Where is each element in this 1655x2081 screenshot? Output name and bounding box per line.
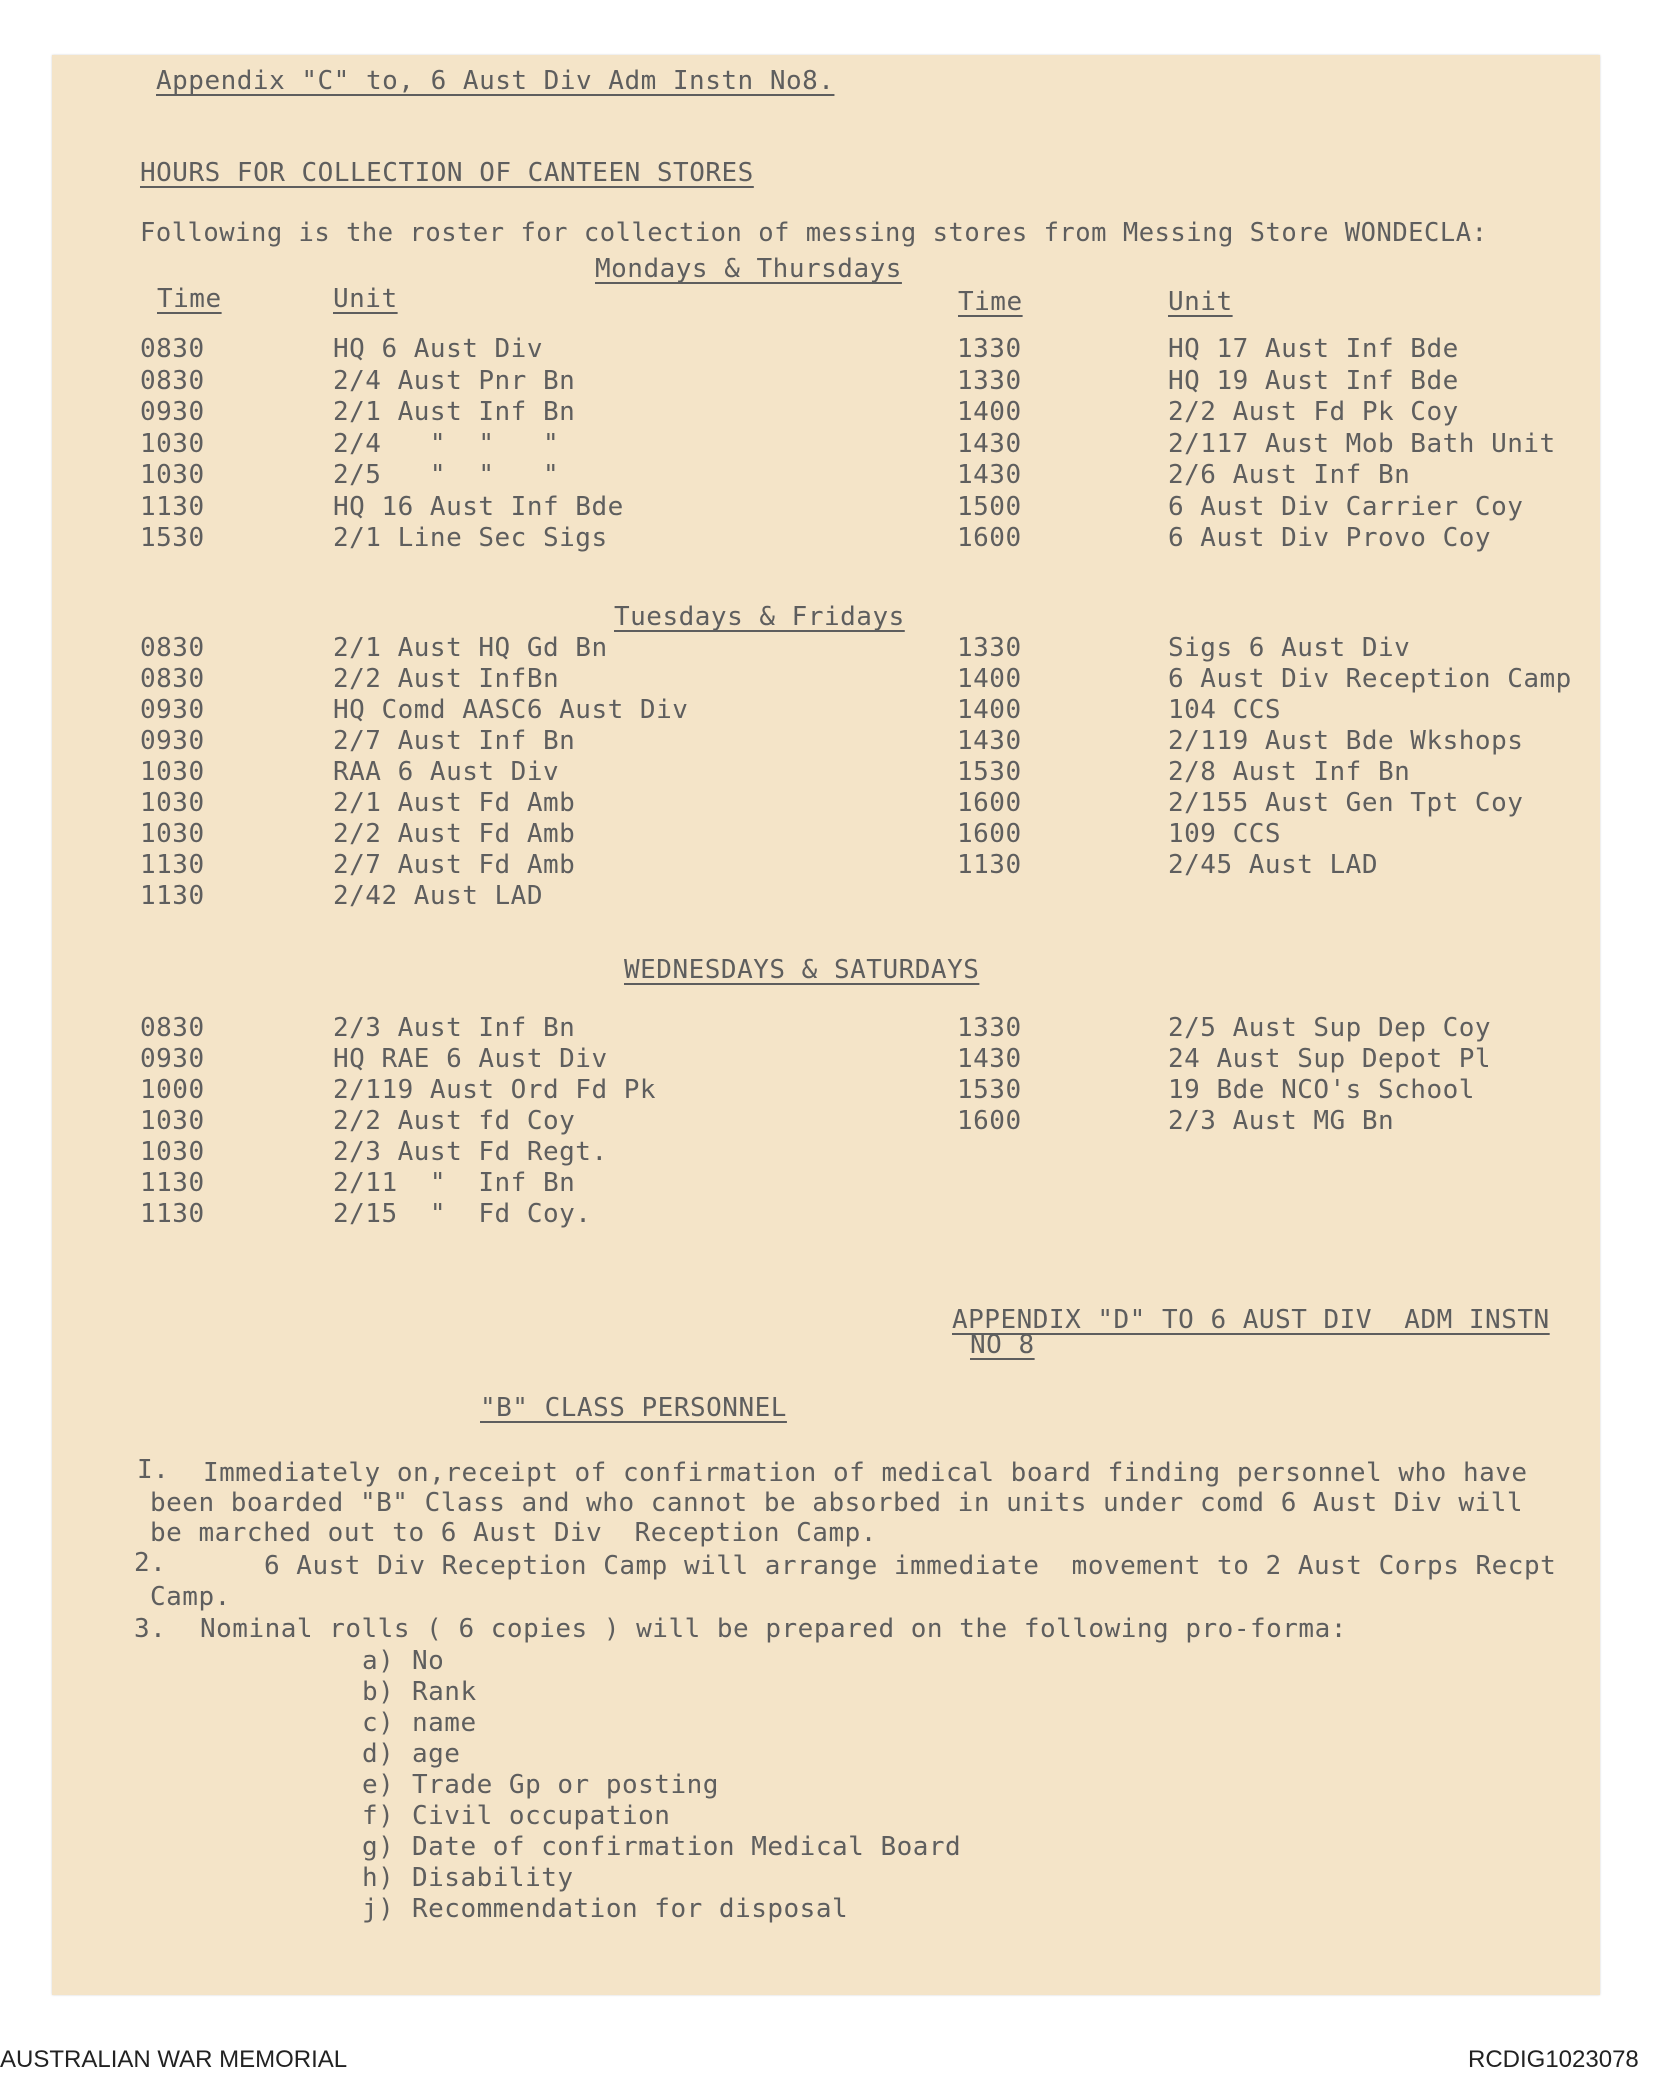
roster-unit: 2/5 " " " <box>333 460 560 490</box>
roster-time: 0830 <box>140 365 205 396</box>
col-header-time-left: Time <box>157 284 222 314</box>
intro-text: Following is the roster for collection of messing stores from Messing Store WONDECLA: <box>140 218 1488 248</box>
roster-time: 1600 <box>957 1106 1022 1136</box>
roster-unit: HQ 17 Aust Inf Bde <box>1168 334 1459 364</box>
roster-time: 1530 <box>957 757 1022 787</box>
section-tue-fri-label: Tuesdays & Fridays <box>614 602 905 632</box>
roster-time: 1330 <box>957 1013 1022 1043</box>
proforma-letter: d) <box>362 1739 395 1769</box>
footer-reference: RCDIG1023078 <box>1468 2046 1639 2073</box>
roster-unit: HQ Comd AASC6 Aust Div <box>333 695 689 725</box>
proforma-letter: h) <box>362 1863 395 1893</box>
roster-unit: 2/2 Aust fd Coy <box>333 1106 576 1136</box>
proforma-letter: a) <box>362 1646 395 1676</box>
appendix-d-heading: APPENDIX "D" TO 6 AUST DIV ADM INSTN <box>952 1305 1550 1335</box>
roster-time: 0830 <box>140 334 205 364</box>
roster-unit: 104 CCS <box>1168 695 1282 725</box>
proforma-letter: e) <box>362 1770 395 1800</box>
proforma-item: Trade Gp or posting <box>412 1770 719 1800</box>
para2-number: 2. <box>134 1548 167 1578</box>
roster-time: 1600 <box>957 523 1022 553</box>
proforma-letter: b) <box>362 1677 395 1707</box>
roster-unit: 2/4 Aust Pnr Bn <box>333 365 576 396</box>
roster-unit: 2/1 Aust Fd Amb <box>333 788 576 818</box>
roster-unit: 2/42 Aust LAD <box>333 881 543 911</box>
roster-unit: 2/1 Aust Inf Bn <box>333 397 576 427</box>
roster-time: 1430 <box>957 428 1022 459</box>
appendix-d-number: NO 8 <box>970 1330 1035 1360</box>
roster-unit: HQ 16 Aust Inf Bde <box>333 491 624 522</box>
roster-time: 0830 <box>140 664 205 694</box>
roster-unit: 2/119 Aust Bde Wkshops <box>1168 726 1524 756</box>
roster-time: 1030 <box>140 788 205 818</box>
para1-line3: be marched out to 6 Aust Div Reception Camp. <box>150 1518 877 1548</box>
appendix-c-heading: Appendix "C" to, 6 Aust Div Adm Instn No8. <box>156 66 835 96</box>
roster-time: 1030 <box>140 757 205 787</box>
roster-time: 1330 <box>957 633 1022 663</box>
roster-unit: 2/15 " Fd Coy. <box>333 1199 592 1229</box>
roster-time: 1530 <box>140 523 205 553</box>
roster-unit: 109 CCS <box>1168 819 1282 849</box>
roster-unit: RAA 6 Aust Div <box>333 757 560 787</box>
para1-number: I. <box>137 1455 170 1485</box>
roster-unit: 2/3 Aust Fd Regt. <box>333 1137 608 1167</box>
roster-time: 1030 <box>140 1106 205 1136</box>
roster-unit: 6 Aust Div Carrier Coy <box>1168 491 1524 522</box>
roster-time: 1130 <box>140 881 205 911</box>
roster-unit: 2/2 Aust InfBn <box>333 664 560 694</box>
proforma-letter: j) <box>362 1894 395 1924</box>
roster-unit: 2/6 Aust Inf Bn <box>1168 460 1411 490</box>
roster-time: 1130 <box>140 491 205 522</box>
roster-time: 1500 <box>957 491 1022 522</box>
para1-line1: Immediately on,receipt of confirmation of medical board finding personnel who have <box>203 1458 1528 1488</box>
roster-unit: 2/1 Line Sec Sigs <box>333 523 608 553</box>
roster-time: 1400 <box>957 695 1022 725</box>
roster-time: 1030 <box>140 819 205 849</box>
roster-time: 1330 <box>957 365 1022 396</box>
roster-time: 0830 <box>140 1013 205 1043</box>
roster-time: 0930 <box>140 1044 205 1074</box>
roster-time: 1030 <box>140 460 205 490</box>
roster-unit: 2/5 Aust Sup Dep Coy <box>1168 1013 1492 1043</box>
b-class-heading: "B" CLASS PERSONNEL <box>480 1393 787 1423</box>
roster-unit: 2/2 Aust Fd Amb <box>333 819 576 849</box>
roster-unit: 6 Aust Div Reception Camp <box>1168 664 1572 694</box>
proforma-item: Civil occupation <box>412 1801 671 1831</box>
proforma-item: No <box>412 1646 445 1676</box>
para1-line2: been boarded "B" Class and who cannot be absorbed in units under comd 6 Aust Div will <box>150 1488 1524 1518</box>
roster-time: 1330 <box>957 334 1022 364</box>
roster-time: 1530 <box>957 1075 1022 1105</box>
roster-unit: 6 Aust Div Provo Coy <box>1168 523 1492 553</box>
proforma-item: Rank <box>412 1677 477 1707</box>
proforma-item: Disability <box>412 1863 574 1893</box>
roster-time: 0930 <box>140 695 205 725</box>
roster-unit: 2/11 " Inf Bn <box>333 1168 576 1198</box>
roster-time: 1130 <box>140 1199 205 1229</box>
roster-time: 1130 <box>140 850 205 880</box>
proforma-letter: f) <box>362 1801 395 1831</box>
para2-line2: Camp. <box>150 1582 231 1612</box>
roster-unit: HQ 19 Aust Inf Bde <box>1168 365 1459 396</box>
roster-unit: 2/1 Aust HQ Gd Bn <box>333 633 608 663</box>
roster-time: 1030 <box>140 428 205 459</box>
roster-unit: 2/45 Aust LAD <box>1168 850 1378 880</box>
roster-unit: 2/8 Aust Inf Bn <box>1168 757 1411 787</box>
proforma-letter: c) <box>362 1708 395 1738</box>
roster-unit: HQ 6 Aust Div <box>333 334 543 364</box>
roster-unit: HQ RAE 6 Aust Div <box>333 1044 608 1074</box>
col-header-unit-right: Unit <box>1168 287 1233 317</box>
roster-time: 1430 <box>957 726 1022 756</box>
roster-time: 1030 <box>140 1137 205 1167</box>
document-title: HOURS FOR COLLECTION OF CANTEEN STORES <box>140 158 754 188</box>
roster-time: 1400 <box>957 664 1022 694</box>
roster-time: 1430 <box>957 1044 1022 1074</box>
proforma-letter: g) <box>362 1832 395 1862</box>
roster-time: 0930 <box>140 726 205 756</box>
footer-source: AUSTRALIAN WAR MEMORIAL <box>0 2046 348 2073</box>
roster-time: 0830 <box>140 633 205 663</box>
col-header-time-right: Time <box>958 287 1023 317</box>
roster-unit: 19 Bde NCO's School <box>1168 1075 1475 1105</box>
section-wed-sat-label: WEDNESDAYS & SATURDAYS <box>624 955 980 985</box>
proforma-item: name <box>412 1708 477 1738</box>
roster-unit: 24 Aust Sup Depot Pl <box>1168 1044 1492 1074</box>
proforma-item: age <box>412 1739 461 1769</box>
roster-time: 1000 <box>140 1075 205 1105</box>
proforma-item: Date of confirmation Medical Board <box>412 1832 962 1862</box>
roster-time: 1600 <box>957 788 1022 818</box>
para2-line1: 6 Aust Div Reception Camp will arrange immediate movement to 2 Aust Corps Recpt <box>264 1551 1557 1581</box>
roster-unit: 2/2 Aust Fd Pk Coy <box>1168 397 1459 427</box>
proforma-item: Recommendation for disposal <box>412 1894 849 1924</box>
roster-time: 0930 <box>140 397 205 427</box>
roster-time: 1600 <box>957 819 1022 849</box>
para3-number: 3. <box>134 1614 167 1644</box>
roster-time: 1430 <box>957 460 1022 490</box>
section-mon-thu-label: Mondays & Thursdays <box>595 254 902 284</box>
roster-unit: 2/155 Aust Gen Tpt Coy <box>1168 788 1524 818</box>
roster-unit: 2/7 Aust Inf Bn <box>333 726 576 756</box>
roster-time: 1400 <box>957 397 1022 427</box>
col-header-unit-left: Unit <box>333 284 398 314</box>
roster-unit: 2/3 Aust MG Bn <box>1168 1106 1395 1136</box>
roster-unit: 2/119 Aust Ord Fd Pk <box>333 1075 657 1105</box>
roster-unit: 2/3 Aust Inf Bn <box>333 1013 576 1043</box>
roster-time: 1130 <box>957 850 1022 880</box>
roster-unit: Sigs 6 Aust Div <box>1168 633 1411 663</box>
roster-unit: 2/7 Aust Fd Amb <box>333 850 576 880</box>
para3-text: Nominal rolls ( 6 copies ) will be prepared on the following pro-forma: <box>200 1614 1347 1644</box>
roster-unit: 2/4 " " " <box>333 428 560 459</box>
roster-unit: 2/117 Aust Mob Bath Unit <box>1168 428 1556 459</box>
roster-time: 1130 <box>140 1168 205 1198</box>
